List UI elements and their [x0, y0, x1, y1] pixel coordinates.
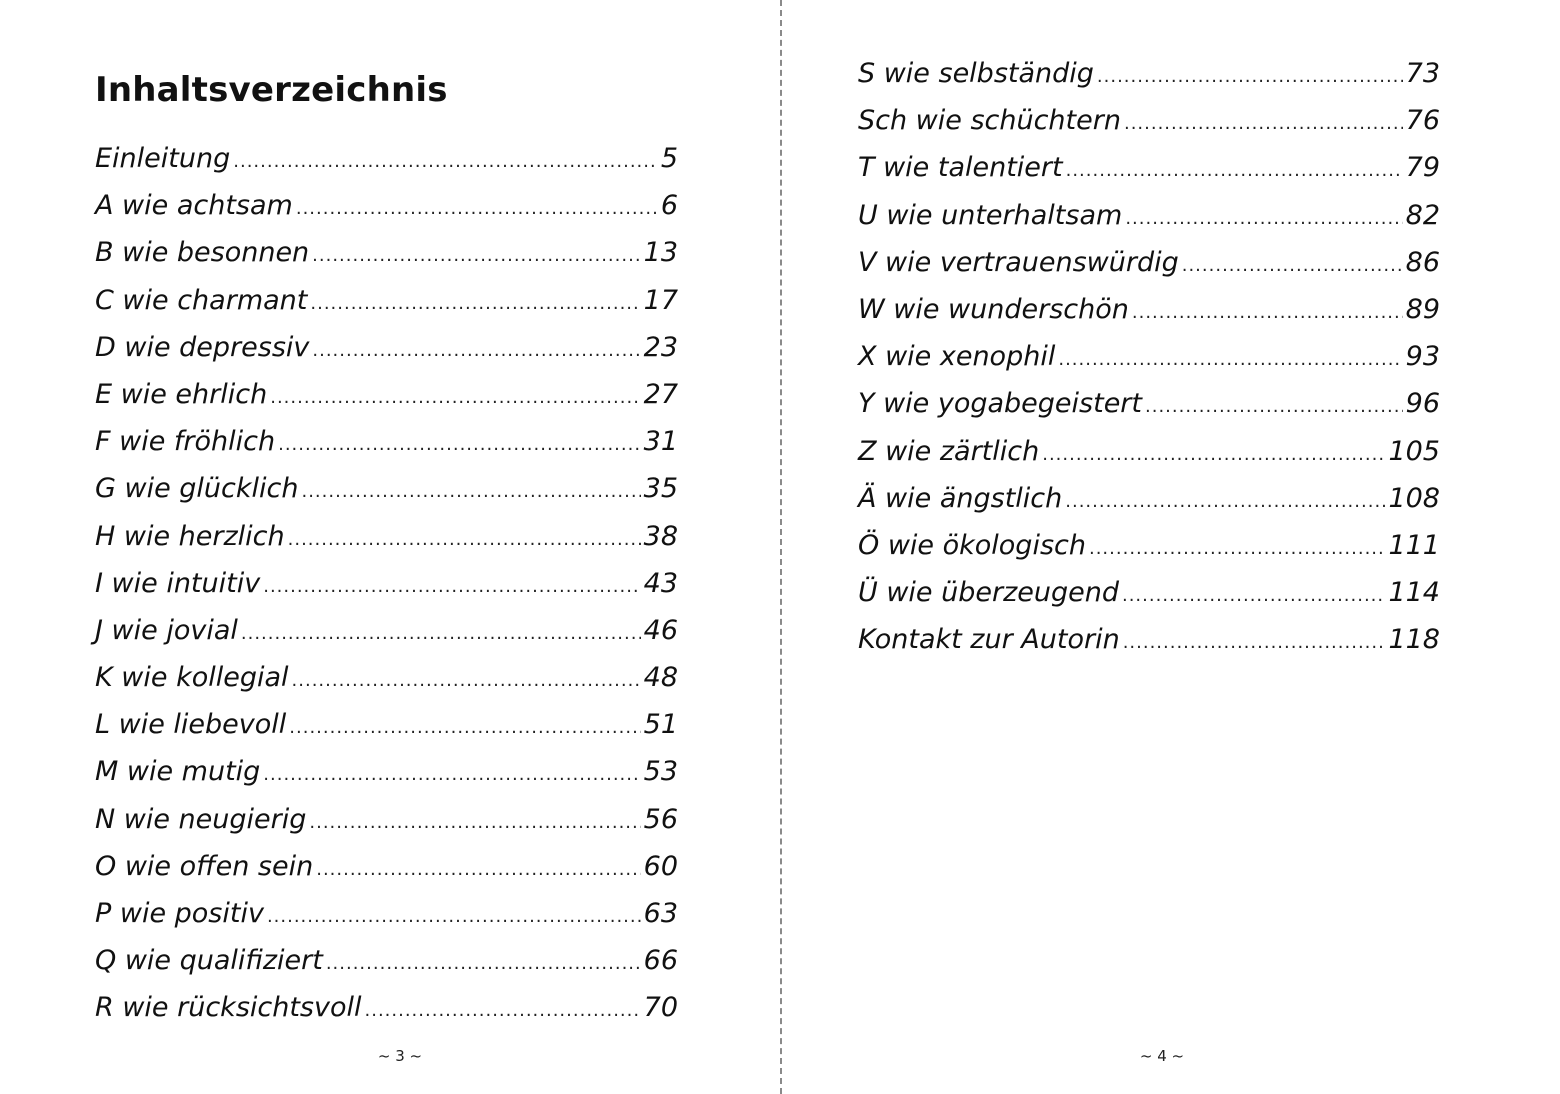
- page-number-footer: ~ 4 ~: [1139, 1047, 1185, 1065]
- toc-entry: [858, 294, 1440, 341]
- page-number-footer: ~ 3 ~: [377, 1047, 423, 1065]
- toc-entry-label: U wie unterhaltsam: [858, 199, 1123, 231]
- dot-leader: [1123, 632, 1386, 653]
- toc-entry-page: 43: [643, 567, 678, 599]
- dot-leader: [1058, 349, 1402, 370]
- toc-entry-label: N wie neugierig: [95, 803, 307, 835]
- dot-leader: [1089, 538, 1385, 559]
- toc-entry-label: W wie wunderschön: [858, 293, 1129, 325]
- toc-entry-label: P wie positiv: [95, 898, 264, 929]
- toc-entry-page: 48: [643, 662, 678, 694]
- toc-entry: [95, 898, 678, 945]
- toc-entry-page: 111: [1388, 529, 1440, 561]
- toc-entry-page: 13: [643, 237, 678, 269]
- toc-entry-label: K wie kollegial: [95, 662, 289, 694]
- dot-leader: [1066, 160, 1403, 181]
- toc-entry-page: 114: [1388, 577, 1440, 609]
- toc-entry-label: S wie selbständig: [858, 58, 1094, 89]
- dot-leader: [312, 340, 640, 361]
- toc-entry-page: 108: [1388, 482, 1440, 514]
- dot-leader: [296, 198, 658, 219]
- toc-entry: [858, 624, 1440, 671]
- dot-leader: [1125, 208, 1402, 229]
- toc-entry: [858, 152, 1440, 199]
- toc-entry-label: R wie rücksichtsvoll: [95, 992, 362, 1024]
- toc-entry: [95, 851, 678, 898]
- toc-entry-label: Ö wie ökologisch: [858, 529, 1086, 561]
- toc-entry-label: Kontakt zur Autorin: [858, 624, 1120, 656]
- toc-entry: [95, 756, 678, 803]
- dot-leader: [288, 529, 641, 550]
- toc-entry: [858, 200, 1440, 247]
- toc-entry-label: I wie intuitiv: [95, 567, 261, 599]
- toc-entry: [858, 388, 1440, 435]
- toc-entry-label: Y wie yogabegeistert: [858, 388, 1142, 420]
- toc-entry-label: T wie talentiert: [858, 152, 1063, 184]
- toc-entry: [858, 577, 1440, 624]
- toc-entry-label: Ä wie ängstlich: [858, 482, 1063, 514]
- toc-entry-label: F wie fröhlich: [95, 426, 276, 458]
- toc-entry-page: 6: [660, 190, 678, 222]
- dot-leader: [1122, 585, 1385, 606]
- toc-entry-label: H wie herzlich: [95, 520, 285, 552]
- toc-entry-page: 66: [643, 945, 678, 977]
- toc-entry: [95, 285, 678, 332]
- toc-entry-label: C wie charmant: [95, 284, 308, 316]
- dot-leader: [289, 717, 640, 738]
- dot-leader: [241, 623, 641, 644]
- dot-leader: [365, 1000, 641, 1021]
- toc-entry-label: D wie depressiv: [95, 331, 310, 363]
- toc-list-left: [95, 143, 678, 1040]
- toc-entry: [95, 568, 678, 615]
- dot-leader: [309, 812, 640, 833]
- toc-entry-label: M wie mutig: [95, 756, 261, 788]
- dot-leader: [1145, 396, 1403, 417]
- toc-entry: [858, 341, 1440, 388]
- toc-entry-page: 105: [1388, 435, 1440, 467]
- dot-leader: [263, 764, 640, 785]
- toc-entry: [858, 483, 1440, 530]
- toc-entry: [95, 992, 678, 1039]
- dot-leader: [326, 953, 641, 974]
- toc-entry-label: E wie ehrlich: [95, 378, 268, 410]
- dot-leader: [1182, 255, 1403, 276]
- toc-entry: [858, 436, 1440, 483]
- toc-entry-label: G wie glücklich: [95, 473, 299, 505]
- dot-leader: [263, 576, 640, 597]
- toc-entry-page: 82: [1405, 199, 1440, 231]
- toc-entry-page: 27: [643, 378, 678, 410]
- dot-leader: [233, 151, 658, 172]
- toc-entry-page: 79: [1405, 152, 1440, 184]
- dot-leader: [1065, 491, 1385, 512]
- toc-entry: [858, 530, 1440, 577]
- toc-entry: [95, 521, 678, 568]
- toc-title: Inhaltsverzeichnis: [95, 70, 448, 110]
- toc-entry-page: 73: [1405, 58, 1440, 89]
- toc-entry-label: Sch wie schüchtern: [858, 105, 1121, 137]
- toc-entry: [95, 709, 678, 756]
- toc-entry-page: 51: [643, 709, 678, 741]
- toc-entry: [95, 473, 678, 520]
- toc-entry: [858, 247, 1440, 294]
- dot-leader: [292, 670, 641, 691]
- toc-entry-label: Einleitung: [95, 143, 231, 174]
- toc-entry-page: 96: [1405, 388, 1440, 420]
- dot-leader: [1042, 444, 1385, 465]
- dot-leader: [310, 293, 640, 314]
- toc-entry: [95, 332, 678, 379]
- toc-entry-page: 38: [643, 520, 678, 552]
- dot-leader: [312, 245, 640, 266]
- toc-entry: [95, 190, 678, 237]
- toc-entry-page: 86: [1405, 246, 1440, 278]
- toc-entry: [858, 58, 1440, 105]
- toc-entry-page: 17: [643, 284, 678, 316]
- toc-entry-label: L wie liebevoll: [95, 709, 287, 741]
- toc-entry-page: 53: [643, 756, 678, 788]
- toc-entry-label: A wie achtsam: [95, 190, 293, 222]
- dot-leader: [270, 387, 640, 408]
- dot-leader: [301, 481, 640, 502]
- toc-entry-page: 89: [1405, 293, 1440, 325]
- toc-entry-label: O wie offen sein: [95, 850, 314, 882]
- toc-entry-label: Z wie zärtlich: [858, 435, 1040, 467]
- toc-entry-label: B wie besonnen: [95, 237, 310, 269]
- toc-entry: [95, 615, 678, 662]
- toc-entry: [95, 143, 678, 190]
- dot-leader: [1132, 302, 1403, 323]
- toc-entry-page: 63: [643, 898, 678, 929]
- toc-entry: [95, 237, 678, 284]
- toc-entry: [95, 426, 678, 473]
- toc-list-right: [858, 58, 1440, 671]
- toc-entry-page: 5: [660, 143, 678, 174]
- toc-entry: [95, 804, 678, 851]
- toc-entry-page: 76: [1405, 105, 1440, 137]
- dot-leader: [278, 434, 641, 455]
- toc-entry-label: Q wie qualifiziert: [95, 945, 323, 977]
- toc-entry: [95, 945, 678, 992]
- toc-entry-page: 23: [643, 331, 678, 363]
- toc-entry-page: 35: [643, 473, 678, 505]
- toc-entry-page: 118: [1388, 624, 1440, 656]
- right-page: [782, 0, 1560, 1094]
- dot-leader: [267, 906, 641, 927]
- toc-entry: [95, 379, 678, 426]
- toc-entry-label: X wie xenophil: [858, 341, 1056, 373]
- toc-entry-page: 31: [643, 426, 678, 458]
- toc-entry-page: 60: [643, 850, 678, 882]
- toc-entry: [858, 105, 1440, 152]
- dot-leader: [1124, 113, 1403, 134]
- toc-entry-page: 93: [1405, 341, 1440, 373]
- toc-entry-label: J wie jovial: [95, 614, 238, 646]
- toc-entry-page: 56: [643, 803, 678, 835]
- dot-leader: [316, 859, 640, 880]
- toc-entry-page: 70: [643, 992, 678, 1024]
- dot-leader: [1097, 66, 1403, 87]
- toc-entry: [95, 662, 678, 709]
- toc-entry-label: V wie vertrauenswürdig: [858, 246, 1179, 278]
- toc-entry-label: Ü wie überzeugend: [858, 577, 1119, 609]
- toc-entry-page: 46: [643, 614, 678, 646]
